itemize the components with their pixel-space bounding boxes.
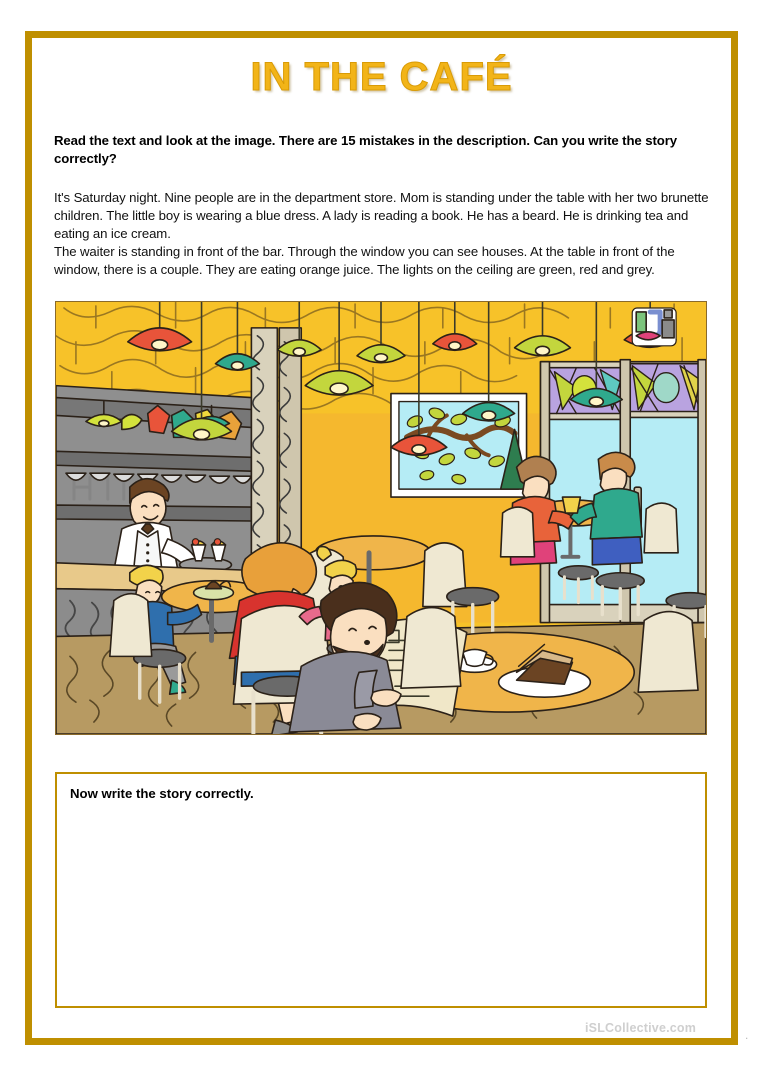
answer-box[interactable] [55,772,707,1008]
cafe-scene-svg [56,302,706,734]
instruction-text: Read the text and look at the image. There are 15 mistakes in the description. Can you write the story correctly? [54,133,677,166]
publisher-logo [632,308,676,346]
answer-textarea[interactable] [59,810,703,1004]
story-paragraph-1: It's Saturday night. Nine people are in the department store. Mom is standing under the table with her two brunette children. The little boy is wearing a blue dress. A lady is reading a book. He has a beard. He is drinking tea and eating an ice cream. [54,190,709,241]
worksheet-page [25,31,738,1045]
answer-box-label: Now write the story correctly. [70,786,254,801]
page-title: IN THE CAFÉ [250,55,513,99]
footer-dot: . [745,1028,749,1042]
story-paragraph-2: The waiter is standing in front of the bar. Through the window you can see houses. At the table in front of the window, there is a couple. They are eating orange juice. The lights on the ceiling are green, red and grey. [54,243,675,277]
cafe-illustration-wrapper [55,301,707,735]
story-text [54,167,709,279]
cafe-illustration [55,301,707,735]
islcollective-watermark: iSLCollective.com [585,1021,697,1035]
